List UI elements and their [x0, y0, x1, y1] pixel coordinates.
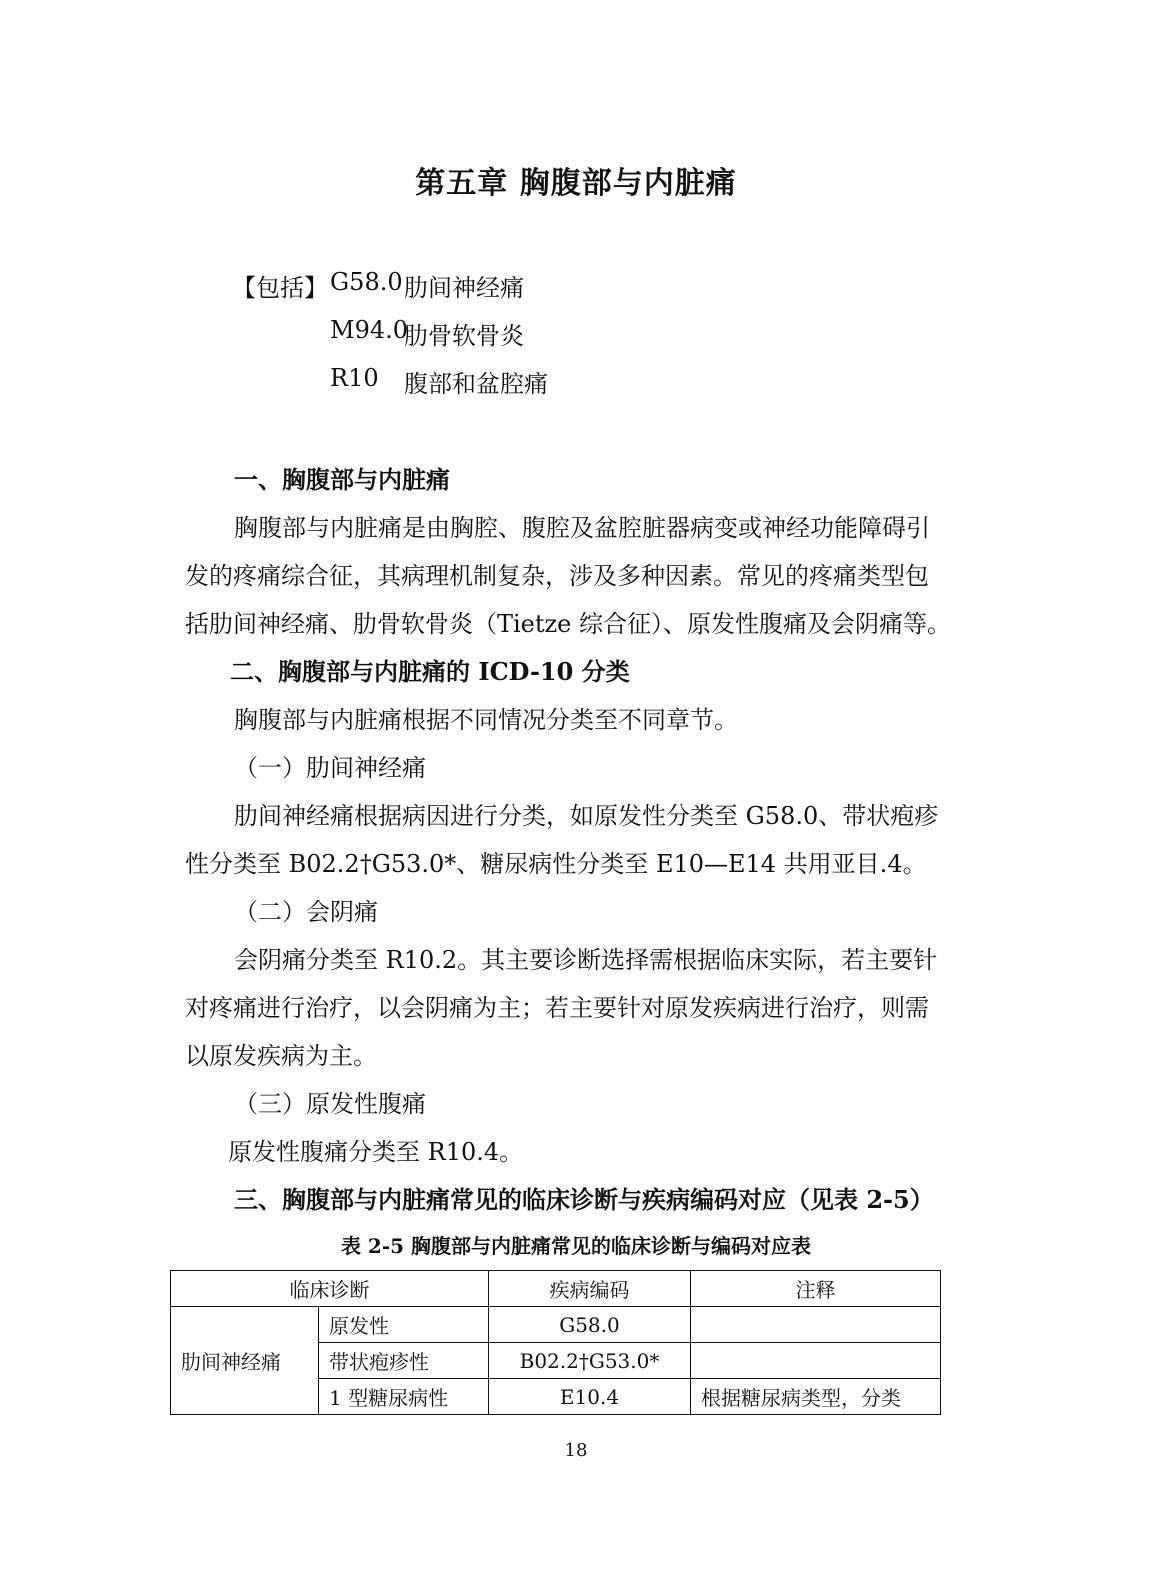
includes-code: M94.0	[330, 316, 409, 344]
paragraph-line: 原发性腹痛分类至 R10.4。	[228, 1138, 524, 1166]
diagnosis-group-cell: 肋间神经痛	[171, 1307, 319, 1415]
table-caption: 表 2-5 胸腹部与内脏痛常见的临床诊断与编码对应表	[340, 1234, 812, 1258]
section-heading-1: 一、胸腹部与内脏痛	[234, 465, 450, 494]
paragraph-line: 括肋间神经痛、肋骨软骨炎（Tietze 综合征）、原发性腹痛及会阴痛等。	[185, 610, 952, 638]
paragraph-line: 胸腹部与内脏痛根据不同情况分类至不同章节。	[234, 706, 738, 734]
subheading: （二）会阴痛	[234, 898, 378, 926]
chapter-title: 第五章 胸腹部与内脏痛	[415, 166, 737, 201]
sub-diagnosis-cell: 原发性	[319, 1307, 489, 1343]
includes-label: 【包括】	[232, 274, 328, 302]
note-cell	[691, 1343, 941, 1379]
paragraph-line: 胸腹部与内脏痛是由胸腔、腹腔及盆腔脏器病变或神经功能障碍引	[234, 514, 930, 542]
code-cell: E10.4	[489, 1379, 691, 1415]
sub-diagnosis-cell: 1 型糖尿病性	[319, 1379, 489, 1415]
section-heading-3: 三、胸腹部与内脏痛常见的临床诊断与疾病编码对应（见表 2-5）	[234, 1185, 934, 1214]
column-header: 注释	[691, 1271, 941, 1307]
includes-code: R10	[330, 364, 379, 392]
includes-name: 肋骨软骨炎	[404, 322, 524, 350]
paragraph-line: 发的疼痛综合征，其病理机制复杂，涉及多种因素。常见的疼痛类型包	[185, 562, 929, 590]
note-cell: 根据糖尿病类型，分类	[691, 1379, 941, 1415]
includes-code: G58.0	[330, 268, 403, 296]
includes-name: 腹部和盆腔痛	[404, 370, 548, 398]
code-cell: B02.2†G53.0*	[489, 1343, 691, 1379]
paragraph-line: 以原发疾病为主。	[185, 1042, 377, 1070]
subheading: （三）原发性腹痛	[234, 1090, 426, 1118]
paragraph-line: 会阴痛分类至 R10.2。其主要诊断选择需根据临床实际，若主要针	[234, 946, 938, 974]
paragraph-line: 对疼痛进行治疗，以会阴痛为主；若主要针对原发疾病进行治疗，则需	[185, 994, 929, 1022]
column-header: 疾病编码	[489, 1271, 691, 1307]
diagnosis-code-table	[170, 1270, 941, 1415]
table-row	[171, 1307, 941, 1343]
table-header-row	[171, 1271, 941, 1307]
note-cell	[691, 1307, 941, 1343]
subheading: （一）肋间神经痛	[234, 754, 426, 782]
paragraph-line: 肋间神经痛根据病因进行分类，如原发性分类至 G58.0、带状疱疹	[234, 802, 939, 830]
column-header: 临床诊断	[171, 1271, 489, 1307]
page-number: 18	[564, 1440, 588, 1461]
sub-diagnosis-cell: 带状疱疹性	[319, 1343, 489, 1379]
includes-name: 肋间神经痛	[404, 274, 524, 302]
section-heading-2: 二、胸腹部与内脏痛的 ICD-10 分类	[230, 657, 630, 686]
paragraph-line: 性分类至 B02.2†G53.0*、糖尿病性分类至 E10—E14 共用亚目.4。	[185, 850, 927, 878]
code-cell: G58.0	[489, 1307, 691, 1343]
